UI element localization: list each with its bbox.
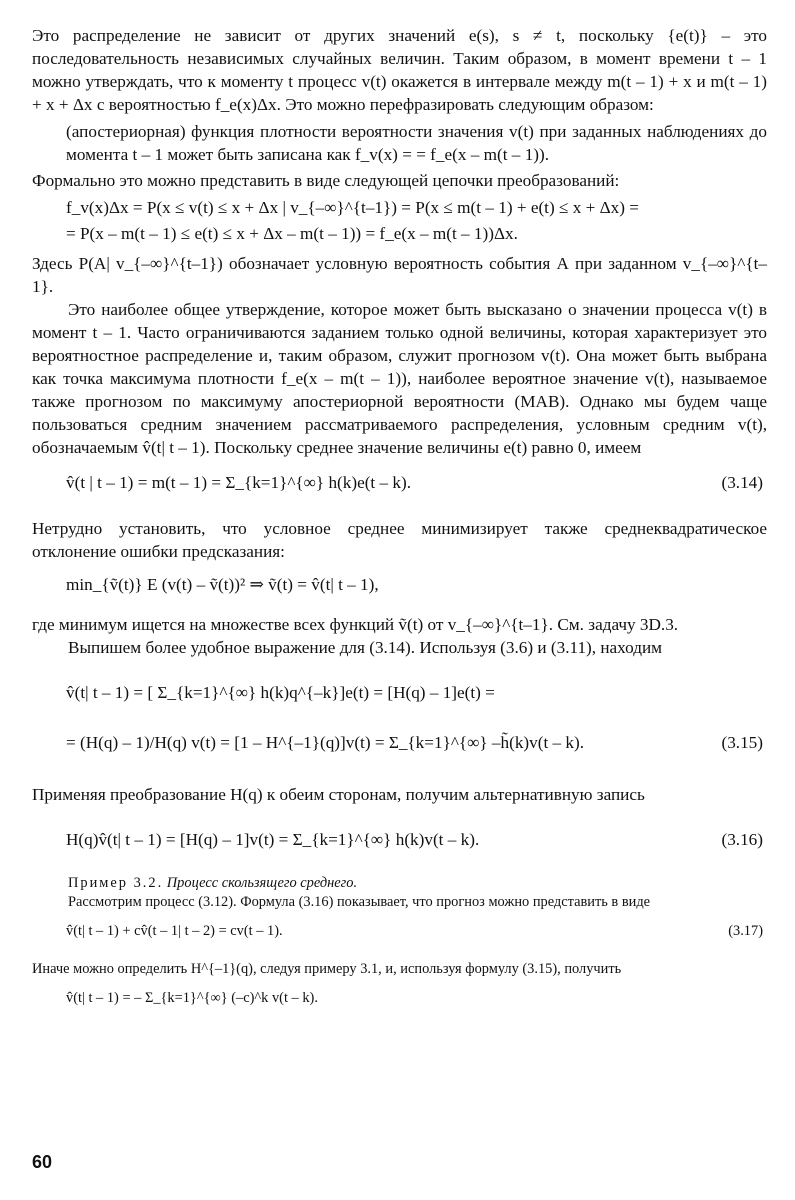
equation-3-17-body: v̂(t| t – 1) + cv̂(t – 1| t – 2) = cv(t – 1). bbox=[66, 923, 283, 939]
paragraph-definition: (апостериорная) функция плотности вероятности значения v(t) при заданных наблюдениях до момента t – 1 может быть записана как f_v(x) = = f_e(x – m(t – 1)). bbox=[66, 122, 767, 164]
paragraph-conditional-probability: Здесь P(A| v_{–∞}^{t–1}) обозначает условную вероятность события А при заданном v_{–∞}^{t–1}. bbox=[32, 254, 767, 296]
equation-minimization: min_{ṽ(t)} E (v(t) – ṽ(t))² ⇒ ṽ(t) = v̂(t| t – 1), bbox=[66, 575, 379, 594]
paragraph-conditional-mean: Нетрудно установить, что условное среднее минимизирует также среднеквадратическое отклонение ошибки предсказания: bbox=[32, 519, 767, 561]
equation-3-16-body: H(q)v̂(t| t – 1) = [H(q) – 1]v(t) = Σ_{k=1}^{∞} h(k)v(t – k). bbox=[66, 830, 480, 849]
paragraph-convenient-expression: Выпишем более удобное выражение для (3.14). Используя (3.6) и (3.11), находим bbox=[68, 638, 663, 657]
equation-chain-line-1: f_v(x)Δx = P(x ≤ v(t) ≤ x + Δx | v_{–∞}^{t–1}) = P(x ≤ m(t – 1) + e(t) ≤ x + Δx) = bbox=[66, 198, 639, 217]
example-section bbox=[32, 874, 767, 1008]
equation-3-14-number: (3.14) bbox=[721, 473, 763, 492]
paragraph-prediction: Это наиболее общее утверждение, которое может быть высказано о значении процесса v(t) в момент t – 1. Часто ограничиваются заданием только одной величины, которая характеризует это вероятностное распределение и, таким образом, служит прогнозом v(t). Она может быть выбрана как точка максимума плотности f_e(x – m(t – 1)), наиболее вероятное значение v(t), называемое также прогнозом по максимуму апостериорной вероятности (МАВ). Однако мы будем чаще пользоваться средним значением рассматриваемого распределения, условным средним v(t), обозначаемым v̂(t| t – 1). Поскольку среднее значение величины e(t) равно 0, имеем bbox=[32, 300, 767, 457]
paragraph-example: Рассмотрим процесс (3.12). Формула (3.16) показывает, что прогноз можно представить в виде bbox=[68, 894, 651, 910]
paragraph-chain-intro: Формально это можно представить в виде следующей цепочки преобразований: bbox=[32, 171, 620, 190]
example-label: Пример 3.2. bbox=[68, 875, 164, 891]
page-number: 60 bbox=[32, 1152, 53, 1172]
equation-3-17-number: (3.17) bbox=[728, 923, 763, 939]
equation-3-16 bbox=[66, 828, 767, 868]
equation-3-15-body: = (H(q) – 1)/H(q) v(t) = [1 – H^{–1}(q)]v(t) = Σ_{k=1}^{∞} –h̃(k)v(t – k). bbox=[66, 733, 585, 752]
example-heading bbox=[32, 874, 767, 893]
equation-3-15-number: (3.15) bbox=[721, 733, 763, 752]
equation-3-14-body: v̂(t | t – 1) = m(t – 1) = Σ_{k=1}^{∞} h(k)e(t – k). bbox=[66, 473, 412, 492]
paragraph-alternative: Применяя преобразование H(q) к обеим сторонам, получим альтернативную запись bbox=[32, 785, 645, 804]
equation-3-16-number: (3.16) bbox=[721, 830, 763, 849]
equation-3-15-line-1: v̂(t| t – 1) = [ Σ_{k=1}^{∞} h(k)q^{–k}]e(t) = [H(q) – 1]e(t) = bbox=[66, 683, 495, 702]
example-title: Процесс скользящего среднего. bbox=[166, 875, 358, 891]
equation-3-14 bbox=[66, 471, 767, 501]
paragraph-1: Это распределение не зависит от других значений e(s), s ≠ t, поскольку {e(t)} – это последовательность независимых случайных величин. Таким образом, в момент времени t – 1 можно утверждать, что к моменту t процесс v(t) окажется в интервале между m(t – 1) + x и m(t – 1) + x + Δx с вероятностью f_e(x)Δx. Это можно перефразировать следующим образом: bbox=[32, 26, 767, 114]
paragraph-minimum: где минимум ищется на множестве всех функций ṽ(t) от v_{–∞}^{t–1}. См. задачу 3D.3. bbox=[32, 615, 679, 634]
page bbox=[32, 24, 767, 1008]
paragraph-inverse: Иначе можно определить H^{–1}(q), следуя примеру 3.1, и, используя формулу (3.15), получить bbox=[32, 961, 622, 977]
equation-final: v̂(t| t – 1) = – Σ_{k=1}^{∞} (–c)^k v(t – k). bbox=[66, 990, 318, 1006]
equation-3-17 bbox=[66, 922, 767, 948]
equation-3-15 bbox=[66, 731, 767, 775]
equation-chain-line-2: = P(x – m(t – 1) ≤ e(t) ≤ x + Δx – m(t – 1)) = f_e(x – m(t – 1))Δx. bbox=[66, 224, 518, 243]
